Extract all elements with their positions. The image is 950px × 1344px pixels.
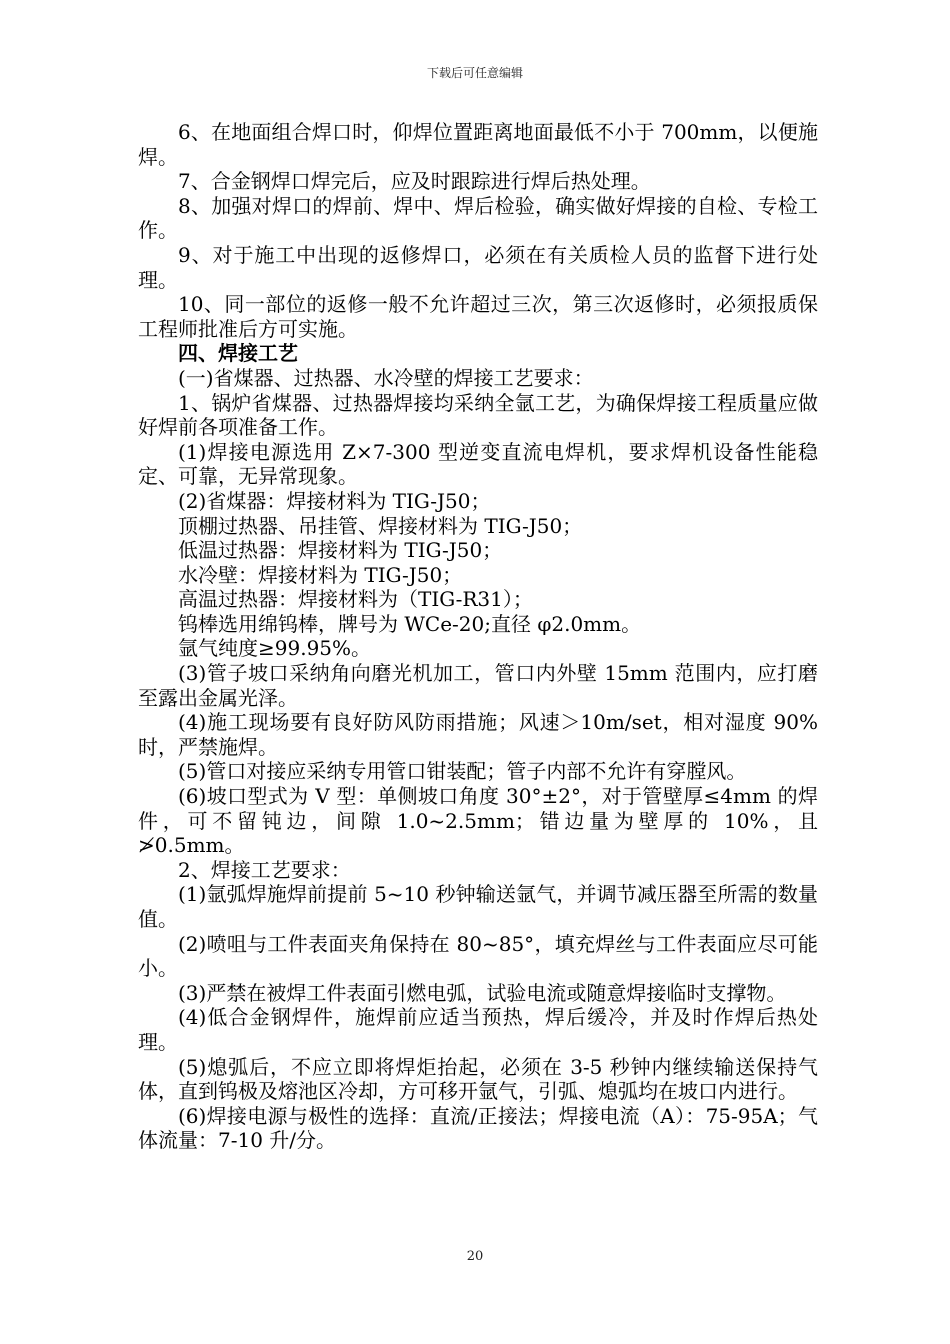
body-paragraph: (2)省煤器：焊接材料为 TIG-J50； — [178, 488, 491, 513]
body-paragraph: 10、同一部位的返修一般不允许超过三次，第三次返修时，必须报质保工程师批准后方可实施。 — [138, 292, 818, 341]
body-paragraph: (5)管口对接应采纳专用管口钳装配；管子内部不允许有穿膛风。 — [178, 759, 747, 784]
body-paragraph: 顶棚过热器、吊挂管、焊接材料为 TIG-J50； — [178, 513, 583, 538]
body-paragraph: (3)管子坡口采纳角向磨光机加工，管口内外壁 15mm 范围内，应打磨至露出金属光泽。 — [138, 661, 818, 710]
body-paragraph: (一)省煤器、过热器、水冷壁的焊接工艺要求： — [178, 365, 594, 390]
body-paragraph: 水冷壁：焊接材料为 TIG-J50； — [178, 562, 463, 587]
body-paragraph: (6)焊接电源与极性的选择：直流/正接法；焊接电流（A）：75-95A；气体流量：7-10 升/分。 — [138, 1103, 818, 1153]
body-paragraph: 氩气纯度≥99.95%。 — [178, 636, 372, 661]
body-paragraph: (4)施工现场要有良好防风防雨措施；风速＞10m/set，相对湿度 90%时，严禁施焊。 — [138, 710, 818, 759]
body-paragraph: 钨棒选用绵钨棒，牌号为 WCe-20;直径 φ2.0mm。 — [178, 611, 642, 636]
body-paragraph: (6)坡口型式为 V 型：单侧坡口角度 30°±2°，对于管壁厚≤4mm 的焊件，可不留钝边，间隙 1.0~2.5mm；错边量为壁厚的 10%，且≯0.5mm。 — [138, 784, 818, 858]
body-paragraph: 8、加强对焊口的焊前、焊中、焊后检验，确实做好焊接的自检、专检工作。 — [138, 193, 818, 243]
body-paragraph: (1)焊接电源选用 Z×7-300 型逆变直流电焊机，要求焊机设备性能稳定、可靠，无异常现象。 — [138, 439, 818, 489]
body-paragraph: (5)熄弧后，不应立即将焊炬抬起，必须在 3-5 秒钟内继续输送保持气体，直到钨极及熔池区冷却，方可移开氩气，引弧、熄弧均在坡口内进行。 — [138, 1054, 818, 1104]
body-paragraph: 9、对于施工中出现的返修焊口，必须在有关质检人员的监督下进行处理。 — [138, 242, 818, 292]
document-body — [138, 120, 818, 1153]
body-paragraph: 低温过热器：焊接材料为 TIG-J50； — [178, 538, 503, 563]
section-heading: 四、焊接工艺 — [178, 341, 298, 366]
page-number: 20 — [466, 1249, 484, 1264]
page-header: 下载后可任意编辑 — [426, 66, 523, 80]
body-paragraph: (2)喷咀与工件表面夹角保持在 80~85°，填充焊丝与工件表面应尽可能小。 — [138, 931, 818, 981]
body-paragraph: (3)严禁在被焊工件表面引燃电弧，试验电流或随意焊接临时支撑物。 — [178, 980, 787, 1005]
body-paragraph: (1)氩弧焊施焊前提前 5~10 秒钟输送氩气，并调节减压器至所需的数量值。 — [138, 882, 818, 931]
body-paragraph: 高温过热器：焊接材料为（TIG-R31）； — [178, 587, 533, 612]
body-paragraph: 1、锅炉省煤器、过热器焊接均采纳全氩工艺，为确保焊接工程质量应做好焊前各项准备工作。 — [138, 390, 818, 440]
body-paragraph: 7、合金钢焊口焊完后，应及时跟踪进行焊后热处理。 — [178, 169, 651, 194]
body-paragraph: (4)低合金钢焊件，施焊前应适当预热，焊后缓冷，并及时作焊后热处理。 — [138, 1005, 818, 1054]
body-paragraph: 6、在地面组合焊口时，仰焊位置距离地面最低不小于 700mm，以便施焊。 — [138, 120, 818, 169]
body-paragraph: 2、焊接工艺要求： — [178, 857, 351, 882]
